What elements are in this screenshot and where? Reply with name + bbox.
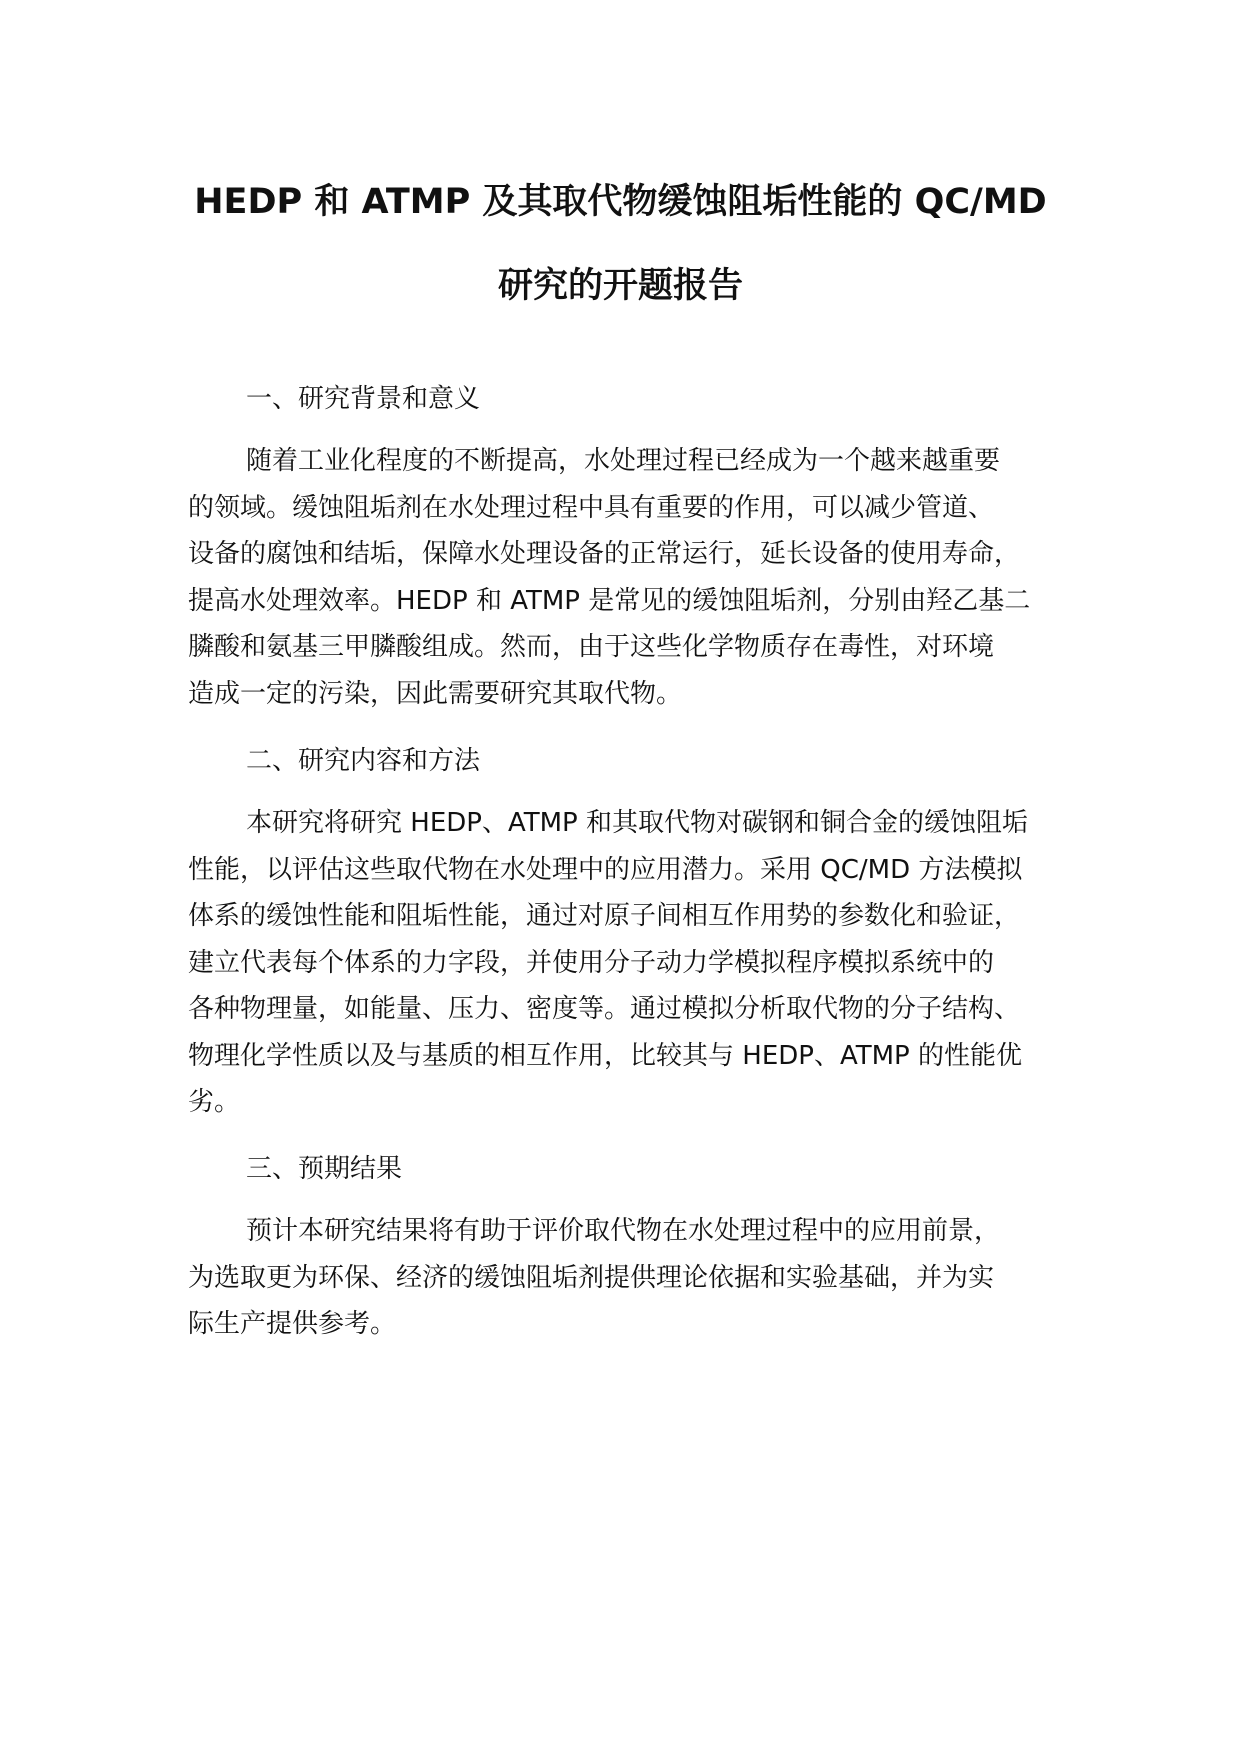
paragraph-line: 性能，以评估这些取代物在水处理中的应用潜力。采用 QC/MD 方法模拟 <box>188 854 1023 885</box>
document-title-line-2: 研究的开题报告 <box>497 266 743 306</box>
paragraph-line: 造成一定的污染，因此需要研究其取代物。 <box>188 678 683 709</box>
paragraph-line: 为选取更为环保、经济的缓蚀阻垢剂提供理论依据和实验基础，并为实 <box>188 1262 995 1293</box>
paragraph-line: 建立代表每个体系的力字段，并使用分子动力学模拟程序模拟系统中的 <box>188 947 995 978</box>
paragraph-line: 物理化学性质以及与基质的相互作用，比较其与 HEDP、ATMP 的性能优 <box>188 1040 1022 1071</box>
paragraph-line: 膦酸和氨基三甲膦酸组成。然而，由于这些化学物质存在毒性，对环境 <box>188 632 995 662</box>
section-heading-expected-results: 三、预期结果 <box>246 1154 403 1184</box>
paragraph-line: 际生产提供参考。 <box>188 1309 397 1339</box>
paragraph-line: 设备的腐蚀和结垢，保障水处理设备的正常运行，延长设备的使用寿命， <box>188 539 1021 569</box>
section-paragraph-expected-results <box>188 1208 1088 1348</box>
paragraph-line: 体系的缓蚀性能和阻垢性能，通过对原子间相互作用势的参数化和验证， <box>188 901 1021 931</box>
section-heading-background: 一、研究背景和意义 <box>246 384 481 414</box>
paragraph-line: 本研究将研究 HEDP、ATMP 和其取代物对碳钢和铜合金的缓蚀阻垢 <box>246 808 1028 838</box>
section-heading-content-methods: 二、研究内容和方法 <box>246 746 481 776</box>
section-paragraph-content-methods <box>188 800 1088 1126</box>
paragraph-line: 提高水处理效率。HEDP 和 ATMP 是常见的缓蚀阻垢剂，分别由羟乙基二 <box>188 585 1031 616</box>
paragraph-line: 的领域。缓蚀阻垢剂在水处理过程中具有重要的作用，可以减少管道、 <box>188 492 995 523</box>
document-title-line-1: HEDP 和 ATMP 及其取代物缓蚀阻垢性能的 QC/MD <box>194 182 1047 222</box>
paragraph-line: 预计本研究结果将有助于评价取代物在水处理过程中的应用前景， <box>246 1216 1001 1246</box>
paragraph-line: 随着工业化程度的不断提高，水处理过程已经成为一个越来越重要 <box>246 446 1001 476</box>
section-paragraph-background <box>188 438 1088 717</box>
paragraph-line: 劣。 <box>188 1087 241 1117</box>
paragraph-line: 各种物理量，如能量、压力、密度等。通过模拟分析取代物的分子结构、 <box>188 994 1021 1024</box>
